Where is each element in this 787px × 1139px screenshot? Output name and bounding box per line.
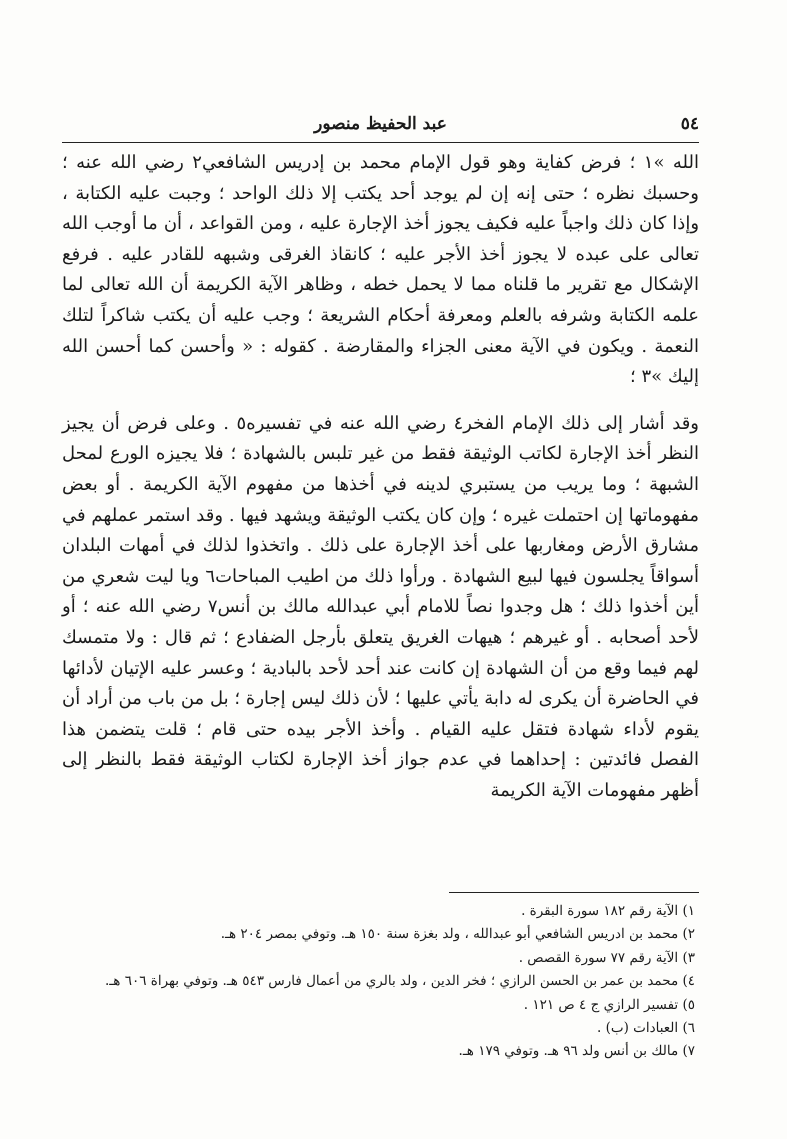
footnote: ٤) محمد بن عمر بن الحسن الرازي ؛ فخر الدين ، ولد بالري من أعمال فارس ٥٤٣ هـ. وتوفي بهراة ٦٠٦ هـ.	[105, 973, 695, 990]
text-line: الغريق يتعلق بأرجل الضفادع ؛ ثم قال : ولا متمسك لهم فيما وقع من أن	[62, 626, 699, 679]
text-line: كقوله : « وأحسن كما أحسن الله إليك »٣ ؛	[62, 335, 699, 388]
text-line: الأرض ومغاربها على أخذ الإجارة على ذلك . واتخذوا لذلك في أمهات	[111, 535, 638, 557]
footnotes	[70, 900, 695, 1064]
text-line: حتى قام ؛ قلت يتضمن هذا الفصل فائدتين : إحداهما في عدم جواز	[62, 718, 699, 771]
text-line: يكتب شاكراً لتلك النعمة . ويكون في الآية معنى الجزاء والمقارضة .	[62, 304, 699, 357]
text-line: في أخذها من مفهوم الآية الكريمة . أو بعض مفهوماتها إن احتملت	[62, 473, 699, 526]
running-head-author: عبد الحفيظ منصور	[314, 114, 447, 134]
text-line: فرض أن يجيز النظر أخذ الإجارة لكاتب الوثيقة فقط من غير تلبس	[62, 412, 699, 465]
footnote: ٢) محمد بن ادريس الشافعي أبو عبدالله ، ولد بغزة سنة ١٥٠ هـ. وتوفي بمصر ٢٠٤ هـ.	[220, 926, 695, 943]
footnote: ٥) تفسير الرازي ج ٤ ص ١٢١ .	[523, 996, 695, 1013]
text-line: باب من أراد أن يقوم لأداء شهادة فتقل عليه القيام . وأخذ الأجر بيده	[62, 688, 699, 740]
text-line: ويا ليت شعري من أين أخذوا ذلك ؛ هل وجدوا نصاً للامام أبي عبدالله	[62, 565, 699, 618]
paragraph	[62, 148, 699, 393]
text-line: أخذ الإجارة لكتاب الوثيقة فقط بالنظر إلى أظهر مفهومات الآية الكريمة	[62, 749, 699, 801]
text-line: أخذ الإجارة عليه ، ومن القواعد ، أن ما أوجب الله تعالى على عبده لا	[62, 213, 699, 265]
footnote: ٧) مالك بن أنس ولد ٩٦ هـ. وتوفي ١٧٩ هـ.	[458, 1043, 695, 1060]
footnote: ٦) العبادات (ب) .	[597, 1020, 695, 1037]
footnote: ١) الآية رقم ١٨٢ سورة البقرة .	[521, 903, 695, 919]
text-line: بالشهادة ؛ فلا يجيزه الورع لمحل الشبهة ؛ وما يريب من يستبري لدينه	[62, 443, 699, 495]
text-line: الشهادة إن كانت عند أحد لأحد بالبادية ؛ وعسر عليه الإتيان لأدائها في	[62, 657, 699, 710]
page-header	[62, 112, 699, 143]
text-line: مالك بن أنس٧ رضي الله عنه ؛ أو لأحد أصحابه . أو غيرهم ؛ هيهات	[62, 596, 699, 648]
main-text	[62, 148, 699, 806]
footnote-separator	[449, 892, 699, 893]
text-line: غيره ؛ وإن كان يكتب الوثيقة ويشهد فيها . وقد استمر عملهم في مشارق	[62, 504, 699, 557]
text-line: البلدان أسواقاً يجلسون فيها لبيع الشهادة . ورأوا ذلك من اطيب المباحات٦	[62, 535, 699, 587]
text-line: الله »١ ؛ فرض كفاية وهو قول الإمام محمد بن إدريس الشافعي٢ رضي	[136, 152, 699, 173]
text-line: الحاضرة أن يكرى له دابة يأتي عليها ؛ لأن ذلك ليس إجارة ؛ بل من	[175, 688, 670, 710]
text-line: الله عنه ؛ وحسبك نظره ؛ حتى إنه إن لم يوجد أحد يكتب إلا ذلك	[62, 152, 699, 204]
text-line: مع تقرير ما قلناه مما لا يحمل خطه ، وظاهر الآية الكريمة أن الله تعالى	[83, 274, 634, 296]
page-number: ٥٤	[680, 114, 699, 134]
text-line: يجوز أخذ الأجر عليه ؛ كانقاذ الغرقى وشبهه للقادر عليه . فرفع الإشكال	[62, 243, 699, 296]
footnote: ٣) الآية رقم ٧٧ سورة القصص .	[518, 949, 695, 966]
paragraph	[62, 409, 699, 807]
text-line: الواحد ؛ وجبت عليه الكتابة ، وإذا كان ذلك واجباً عليه فكيف يجوز	[62, 182, 700, 235]
text-line: وقد أشار إلى ذلك الإمام الفخر٤ رضي الله عنه في تفسيره٥ . وعلى	[167, 412, 699, 434]
text-line: لما علمه الكتابة وشرفه بالعلم ومعرفة أحكام الشريعة ؛ وجب عليه أن	[62, 274, 699, 326]
